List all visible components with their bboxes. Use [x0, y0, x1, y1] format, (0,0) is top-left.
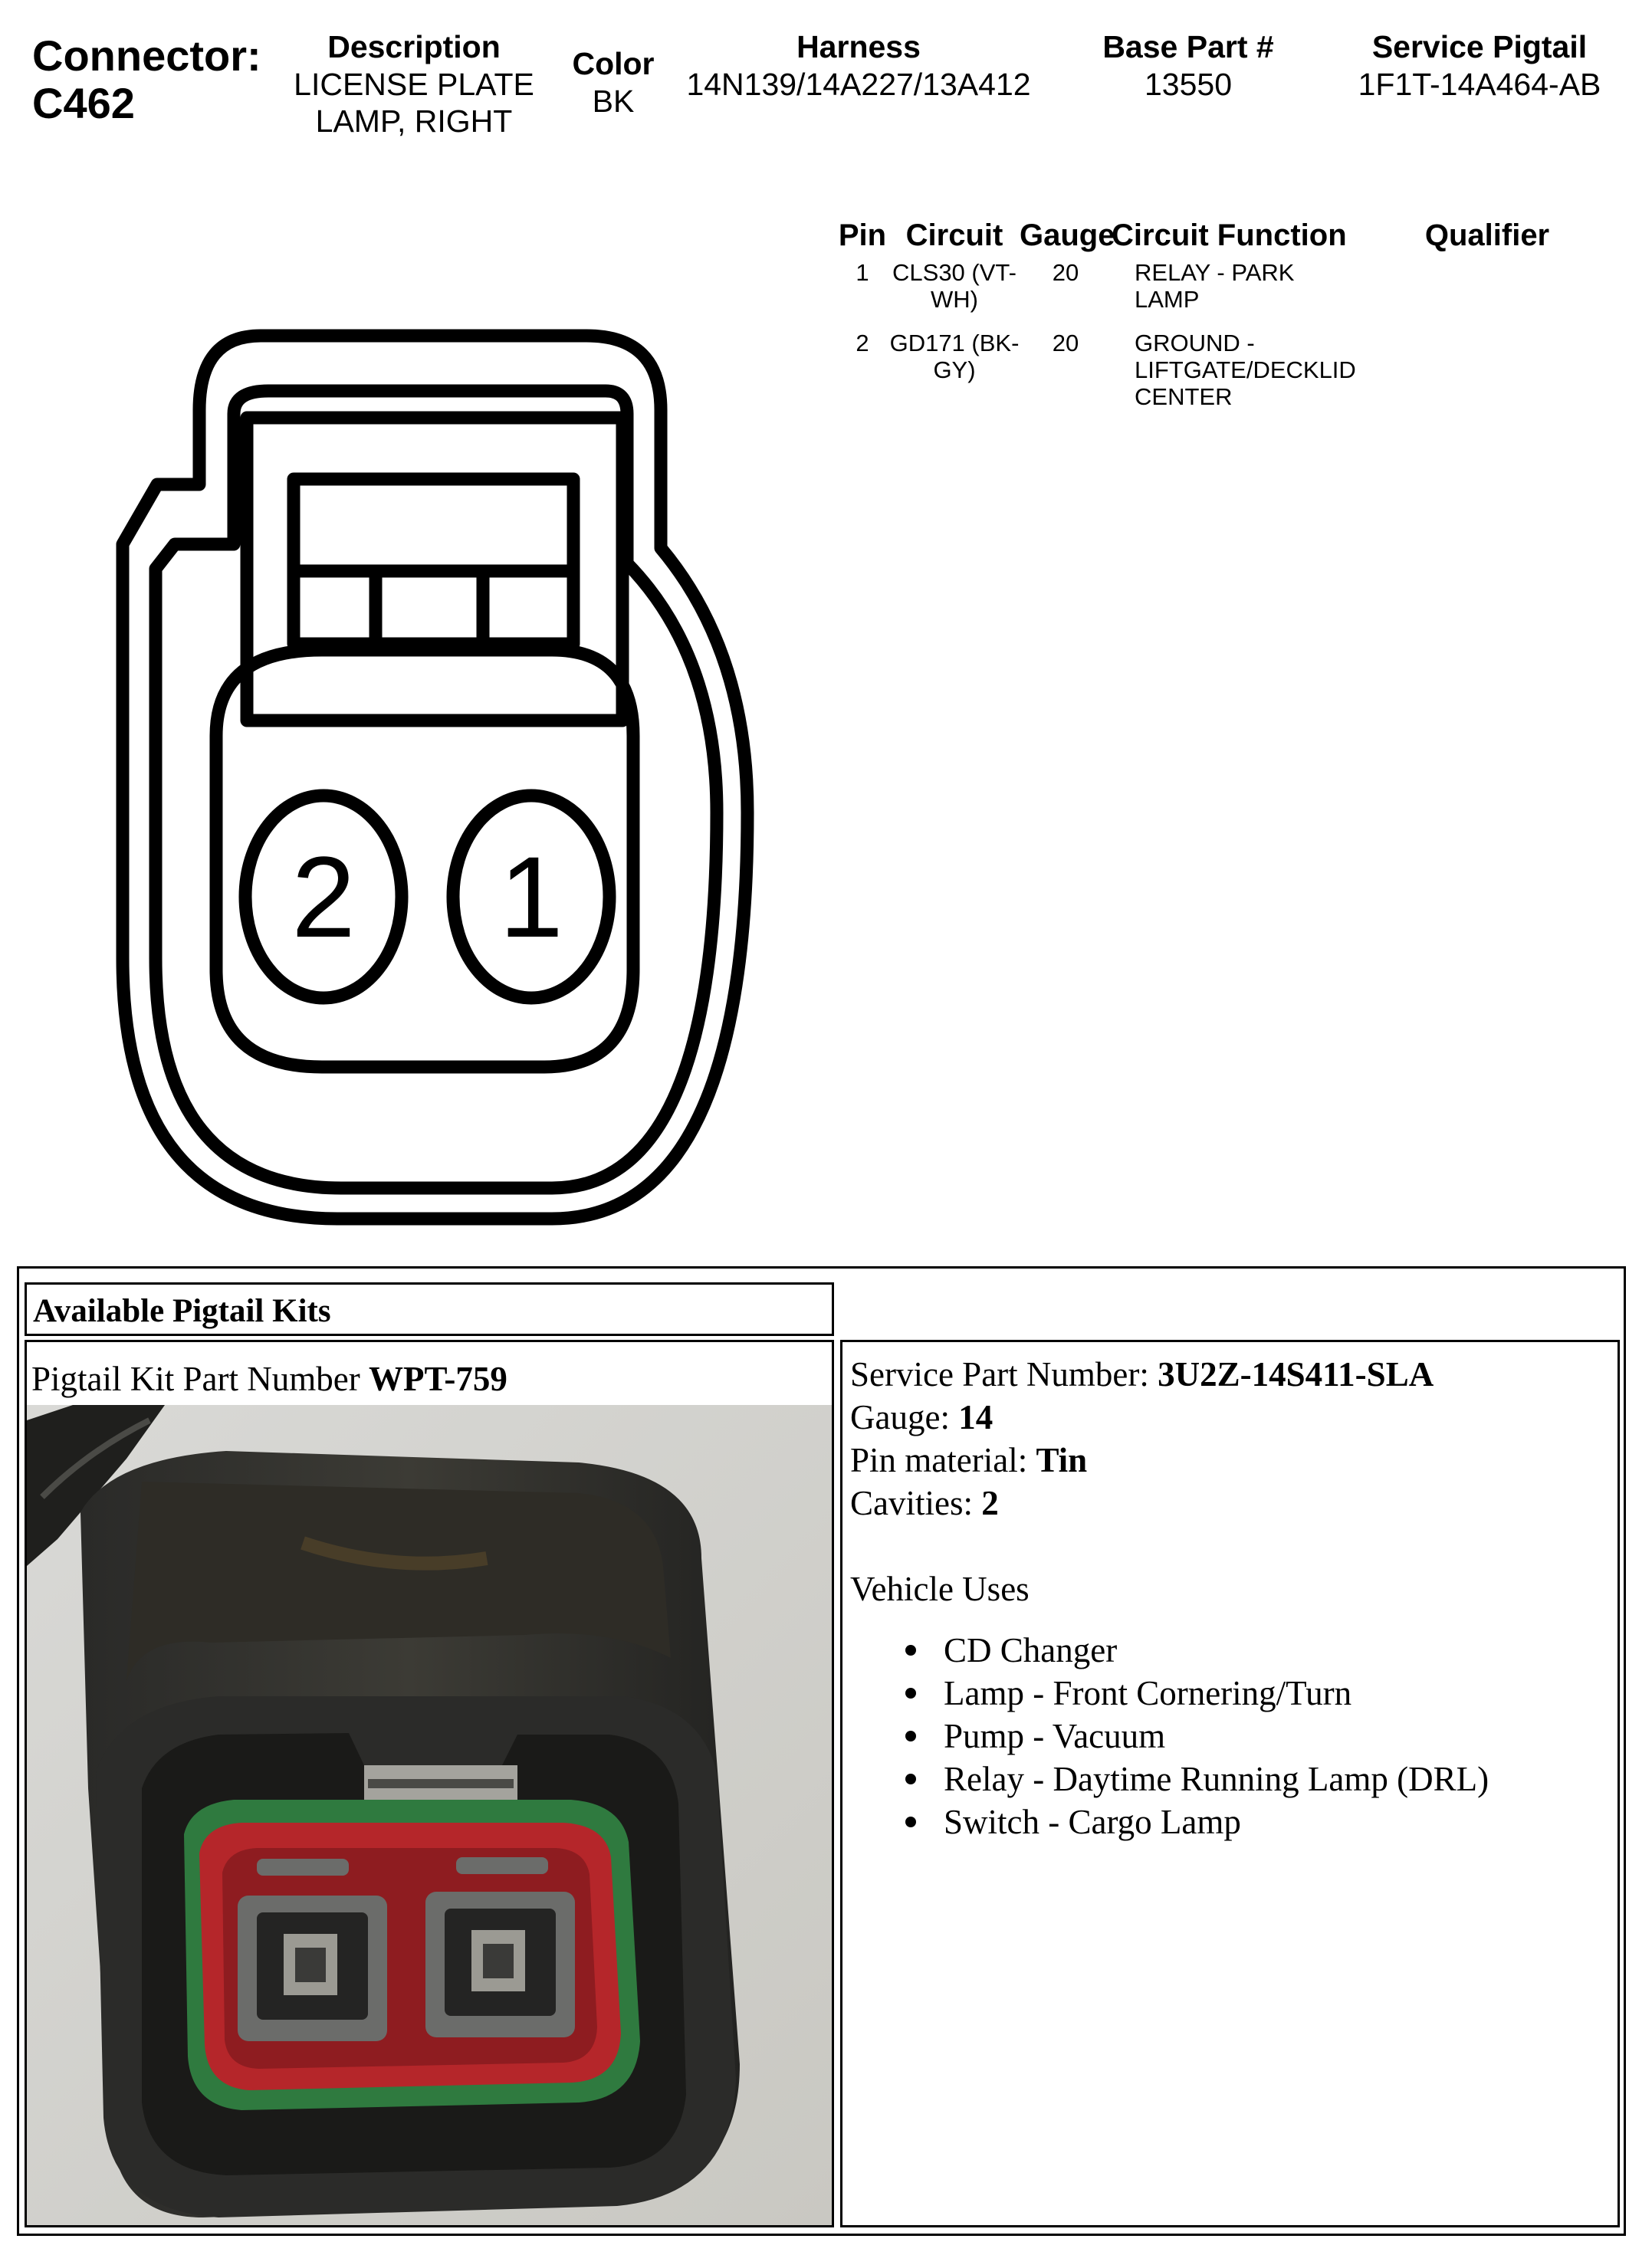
table-row [836, 328, 1633, 425]
pin-circuit-line: GD171 (BK- [889, 330, 1020, 356]
vehicle-use: Relay - Daytime Running Lamp (DRL) [944, 1760, 1489, 1798]
list-item [905, 1672, 1489, 1715]
color-heading: Color [572, 46, 655, 81]
spec-value: Tin [1036, 1441, 1088, 1479]
pin-material-line [850, 1439, 1489, 1482]
color-column [552, 44, 675, 120]
pin-function-line: LIFTGATE/DECKLID [1135, 356, 1356, 383]
service-part-number-line [850, 1353, 1489, 1396]
color-value: BK [592, 84, 635, 119]
bullet-icon [905, 1774, 916, 1784]
service-pigtail-column [1319, 28, 1641, 103]
pin-function-line: GROUND - [1135, 330, 1255, 356]
connector-label: Connector: [32, 31, 261, 80]
spec-value: 3U2Z-14S411-SLA [1158, 1355, 1434, 1393]
pin-function-line: CENTER [1135, 383, 1233, 410]
description-line-1: LICENSE PLATE [294, 67, 534, 102]
connector-face-diagram [100, 322, 774, 1234]
service-pigtail-value: 1F1T-14A464-AB [1358, 67, 1601, 102]
col-circuit: Circuit [905, 218, 1003, 252]
latch-window [294, 479, 573, 644]
list-item [905, 1758, 1489, 1800]
pin-2-label: 2 [291, 832, 356, 961]
bullet-icon [905, 1817, 916, 1827]
pigtail-kit-cell [25, 1340, 834, 2227]
vehicle-uses-title: Vehicle Uses [850, 1570, 1030, 1608]
cavity-block-outline [216, 650, 633, 1067]
bullet-icon [905, 1731, 916, 1741]
kit-part-number: WPT-759 [368, 1360, 507, 1398]
col-qualifier: Qualifier [1424, 218, 1550, 252]
pin-function-line: RELAY - PARK LAMP [1135, 259, 1295, 313]
pin-gauge: 20 [1052, 330, 1079, 356]
table-row [836, 258, 1633, 328]
harness-column [667, 28, 1050, 103]
base-part-column [1073, 28, 1303, 103]
list-item [905, 1715, 1489, 1758]
vehicle-use: CD Changer [944, 1631, 1118, 1669]
connector-title [32, 32, 261, 127]
list-item [905, 1629, 1489, 1672]
bullet-icon [905, 1688, 916, 1699]
description-line-2: LAMP, RIGHT [315, 103, 513, 139]
harness-value: 14N139/14A227/13A412 [686, 67, 1031, 102]
pin-circuit-line: CLS30 (VT- [892, 259, 1016, 286]
pin-table [836, 218, 1633, 425]
spec-value: 14 [958, 1398, 993, 1436]
pin-function [1112, 258, 1342, 328]
list-item [905, 1800, 1489, 1843]
vehicle-use: Switch - Cargo Lamp [944, 1803, 1241, 1841]
connector-id: C462 [32, 79, 135, 127]
description-column [284, 28, 544, 140]
pin-1-label: 1 [499, 832, 563, 961]
spec-value: 2 [981, 1484, 999, 1522]
pin-circuit-line: GY) [933, 356, 976, 383]
vehicle-use: Lamp - Front Cornering/Turn [944, 1674, 1352, 1712]
spec-label: Service Part Number: [850, 1355, 1149, 1393]
gauge-line [850, 1396, 1489, 1439]
kit-part-line [31, 1359, 507, 1399]
cavities-line [850, 1482, 1489, 1525]
pigtail-kits-title: Available Pigtail Kits [33, 1293, 331, 1329]
service-pigtail-heading: Service Pigtail [1371, 29, 1588, 64]
vehicle-use: Pump - Vacuum [944, 1717, 1166, 1755]
pin-number: 2 [856, 330, 869, 356]
pin-circuit [889, 258, 1020, 328]
pin-qualifier [1342, 328, 1633, 425]
pin-gauge: 20 [1052, 259, 1079, 286]
spec-label: Pin material: [850, 1441, 1028, 1479]
col-pin: Pin [838, 218, 887, 252]
col-gauge: Gauge [1020, 218, 1115, 252]
pin-qualifier [1342, 258, 1633, 328]
pin-table-header [836, 218, 1633, 258]
pin-function [1112, 328, 1356, 425]
pigtail-kits-heading [25, 1282, 834, 1336]
kit-part-label: Pigtail Kit Part Number [31, 1360, 360, 1398]
spec-label: Cavities: [850, 1484, 973, 1522]
harness-heading: Harness [796, 29, 921, 64]
spec-label: Gauge: [850, 1398, 950, 1436]
pigtail-specs-cell [840, 1340, 1620, 2227]
pin-circuit-line: WH) [931, 286, 978, 313]
bullet-icon [905, 1645, 916, 1656]
base-part-heading: Base Part # [1102, 29, 1274, 64]
base-part-value: 13550 [1144, 67, 1232, 102]
pin-number: 1 [856, 259, 869, 286]
pigtail-connector-photo [27, 1405, 832, 2225]
col-circuit-function: Circuit Function [1112, 218, 1347, 252]
pin-circuit [889, 328, 1020, 425]
description-heading: Description [327, 29, 501, 64]
vehicle-uses-list [850, 1629, 1489, 1843]
pigtail-specs [850, 1353, 1489, 1843]
